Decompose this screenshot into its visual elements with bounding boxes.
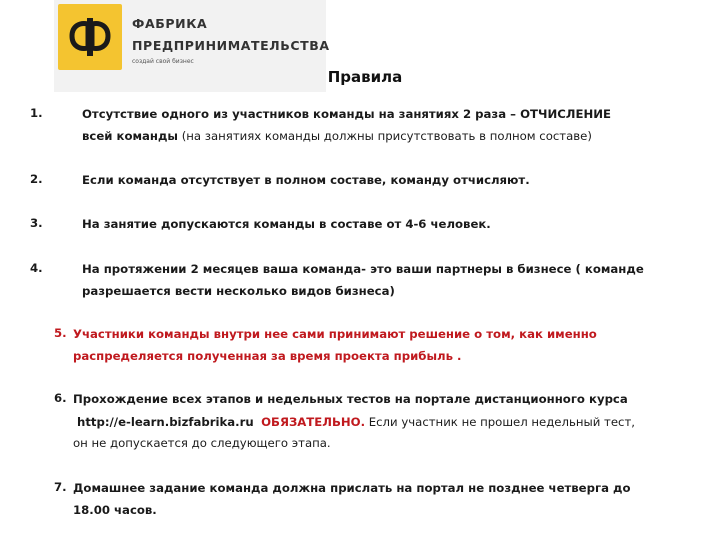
rule-4-number: 4.	[30, 261, 43, 275]
logo-tagline: создай свой бизнес	[132, 58, 194, 65]
logo-title-line1: ФАБРИКА	[132, 16, 208, 31]
rule-7-line2: 18.00 часов.	[73, 503, 157, 517]
rule-6-line1: Прохождение всех этапов и недельных тестов на портале дистанционного курса	[73, 392, 628, 406]
rule-6-number: 6.	[54, 391, 67, 405]
rule-3-text: На занятие допускаются команды в составе от 4-6 человек.	[82, 217, 491, 231]
rule-6-line3: он не допускается до следующего этапа.	[73, 436, 331, 450]
rule-1-line2-bold: всей команды	[82, 129, 178, 143]
rule-6-url: http://e-learn.bizfabrika.ru	[77, 415, 254, 429]
rule-1-number: 1.	[30, 106, 43, 120]
rule-5-line1: Участники команды внутри нее сами принимают решение о том, как именно	[73, 327, 597, 341]
rule-1-line2	[82, 128, 592, 144]
logo-title-line2: ПРЕДПРИНИМАТЕЛЬСТВА	[132, 38, 330, 53]
rule-4-line2: разрешается вести несколько видов бизнеса)	[82, 284, 395, 298]
rule-2-text: Если команда отсутствует в полном составе, команду отчисляют.	[82, 173, 530, 187]
rule-4-line1: На протяжении 2 месяцев ваша команда- это ваши партнеры в бизнесе ( команде	[82, 262, 644, 276]
rule-3-number: 3.	[30, 216, 43, 230]
rule-7-line1: Домашнее задание команда должна прислать на портал не позднее четверга до	[73, 481, 631, 495]
rule-6-line2	[77, 414, 635, 430]
rule-1-line2-normal: (на занятиях команды должны присутствовать в полном составе)	[178, 129, 592, 143]
rule-2-number: 2.	[30, 172, 43, 186]
rule-6-required: ОБЯЗАТЕЛЬНО.	[261, 415, 366, 429]
rule-6-line2-tail: Если участник не прошел недельный тест,	[365, 415, 635, 429]
logo-mark-icon	[58, 4, 122, 70]
rule-5-line2: распределяется полученная за время проекта прибыль .	[73, 349, 462, 363]
rule-1-line1: Отсутствие одного из участников команды на занятиях 2 раза – ОТЧИСЛЕНИЕ	[82, 107, 612, 121]
rule-7-number: 7.	[54, 480, 67, 494]
rule-5-number: 5.	[54, 326, 67, 340]
page-title: Правила	[327, 68, 403, 86]
